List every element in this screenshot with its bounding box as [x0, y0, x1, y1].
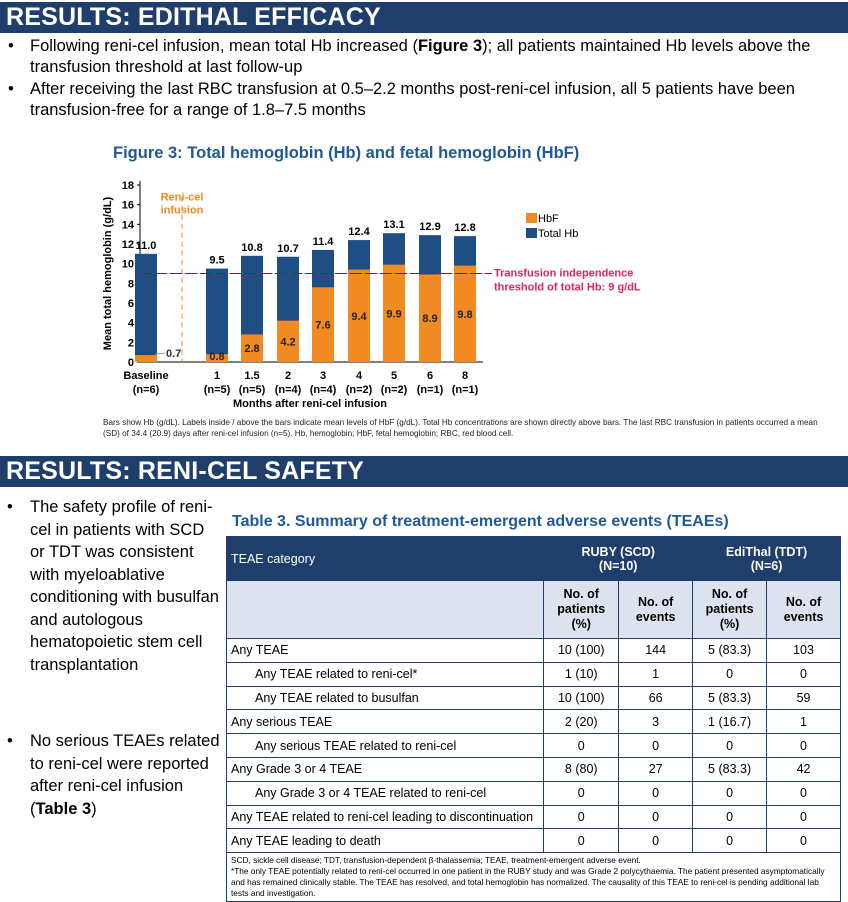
row-value: 0 — [767, 781, 841, 805]
hbf-label: 7.6 — [315, 319, 331, 332]
total-hb-label: 11.0 — [135, 239, 157, 252]
table-row — [227, 734, 841, 758]
row-value: 0 — [767, 829, 841, 853]
table-title: Table 3. Summary of treatment-emergent adverse events (TEAEs) — [232, 513, 729, 530]
row-value: 2 (20) — [544, 710, 619, 734]
x-axis-label: Months after reni-cel infusion — [232, 398, 388, 410]
row-value: 103 — [767, 639, 841, 663]
hbf-label: 0.7 — [166, 348, 182, 361]
figure-title: Figure 3: Total hemoglobin (Hb) and fetal hemoglobin (HbF) — [113, 144, 580, 162]
row-value: 0 — [619, 781, 693, 805]
safety-bullet-2: • No serious TEAEs related to reni-cel were reported after reni-cel infusion (Table 3) — [7, 732, 220, 818]
row-value: 0 — [693, 781, 767, 805]
row-label: Any TEAE leading to death — [227, 829, 544, 853]
y-tick-label: 18 — [121, 180, 134, 192]
column-header-category: TEAE category — [227, 537, 544, 581]
total-hb-label: 12.4 — [348, 226, 370, 239]
hbf-label: 4.2 — [280, 336, 296, 349]
total-hb-label: 10.7 — [277, 242, 299, 255]
x-tick-label: 3 — [319, 370, 327, 382]
row-value: 42 — [767, 757, 841, 781]
x-tick-n: (n=5) — [238, 384, 266, 396]
hemoglobin-chart — [0, 165, 848, 415]
y-tick-label: 0 — [127, 357, 134, 369]
y-tick-label: 14 — [121, 219, 134, 232]
x-tick-n: (n=1) — [451, 384, 479, 396]
table-row — [227, 781, 841, 805]
row-value: 10 (100) — [544, 639, 619, 663]
row-value: 0 — [767, 805, 841, 829]
legend-swatch — [526, 228, 537, 238]
column-header-edithal: EdiThal (TDT) (N=6) — [693, 537, 841, 581]
column-header-ruby: RUBY (SCD) (N=10) — [544, 537, 693, 581]
safety-bullet-1: • The safety profile of reni-cel in patients with SCD or TDT was consistent with myeloablative conditioning with busulfan and autologous hematopoietic stem cell transplantation — [7, 498, 219, 674]
row-value: 5 (83.3) — [693, 757, 767, 781]
x-tick-n: (n=2) — [380, 384, 408, 396]
total-hb-label: 11.4 — [312, 235, 334, 248]
total-hb-label: 9.5 — [209, 254, 225, 267]
threshold-label: threshold of total Hb: 9 g/dL — [494, 281, 641, 294]
table-row — [227, 757, 841, 781]
efficacy-section-header: RESULTS: EDITHAL EFFICACY — [0, 2, 848, 33]
row-value: 0 — [544, 805, 619, 829]
efficacy-bullet-2: • After receiving the last RBC transfusion at 0.5–2.2 months post-reni-cel infusion, all 5 patients have been transfusion-free for a range of 1.8–7.5 months — [8, 80, 795, 119]
legend-label: HbF — [538, 213, 559, 225]
total-hb-label: 13.1 — [383, 219, 405, 232]
row-value: 0 — [544, 829, 619, 853]
x-tick-n: (n=4) — [274, 384, 302, 396]
y-tick-label: 4 — [127, 317, 134, 330]
x-tick-label: 1.5 — [244, 370, 260, 382]
total-hb-label: 10.8 — [241, 241, 263, 254]
row-label: Any TEAE related to reni-cel leading to discontinuation — [227, 805, 544, 829]
row-value: 27 — [619, 757, 693, 781]
efficacy-bullet-1: • Following reni-cel infusion, mean total Hb increased (Figure 3); all patients maintained Hb levels above the transfusion threshold at last follow-up — [8, 37, 811, 76]
hbf-label: 2.8 — [244, 343, 260, 356]
x-tick-label: 2 — [284, 370, 292, 382]
row-value: 0 — [693, 829, 767, 853]
table-row — [227, 686, 841, 710]
row-value: 5 (83.3) — [693, 686, 767, 710]
legend-swatch — [526, 213, 537, 223]
subheader-events: No. of events — [767, 581, 841, 639]
infusion-label: Reni-cel infusion — [160, 191, 204, 217]
y-tick-label: 16 — [121, 199, 134, 212]
bar-total-hb — [206, 269, 228, 362]
legend-label: Total Hb — [538, 228, 579, 240]
row-label: Any Grade 3 or 4 TEAE related to reni-cel — [227, 781, 544, 805]
subheader-patients: No. of patients (%) — [544, 581, 619, 639]
table-row — [227, 829, 841, 853]
subheader-events: No. of events — [619, 581, 693, 639]
table-row — [227, 639, 841, 663]
row-value: 10 (100) — [544, 686, 619, 710]
row-value: 0 — [767, 734, 841, 758]
row-value: 0 — [544, 781, 619, 805]
table-row — [227, 710, 841, 734]
hbf-label: 9.9 — [386, 308, 402, 321]
teae-table — [226, 536, 841, 902]
x-tick-label: 5 — [390, 370, 398, 382]
x-tick-n: (n=5) — [203, 384, 231, 396]
y-tick-label: 8 — [127, 278, 134, 291]
row-label: Any TEAE related to busulfan — [227, 686, 544, 710]
row-value: 3 — [619, 710, 693, 734]
x-tick-n: (n=6) — [132, 384, 160, 396]
row-value: 5 (83.3) — [693, 639, 767, 663]
row-value: 1 — [619, 662, 693, 686]
row-value: 0 — [619, 734, 693, 758]
x-tick-n: (n=2) — [345, 384, 373, 396]
row-value: 1 (10) — [544, 662, 619, 686]
hbf-label: 8.9 — [422, 313, 438, 326]
row-value: 1 — [767, 710, 841, 734]
x-tick-n: (n=4) — [309, 384, 337, 396]
x-tick-label: 4 — [355, 370, 363, 382]
row-value: 0 — [544, 734, 619, 758]
row-value: 59 — [767, 686, 841, 710]
threshold-label: Transfusion independence — [494, 267, 634, 280]
row-value: 144 — [619, 639, 693, 663]
row-value: 0 — [693, 734, 767, 758]
total-hb-label: 12.8 — [454, 222, 476, 235]
table-row — [227, 805, 841, 829]
safety-section-header: RESULTS: RENI-CEL SAFETY — [0, 456, 848, 487]
row-value: 0 — [619, 805, 693, 829]
bar-total-hb — [135, 254, 157, 362]
x-tick-label: 8 — [461, 370, 469, 382]
y-tick-label: 6 — [127, 298, 134, 310]
row-value: 66 — [619, 686, 693, 710]
row-label: Any Grade 3 or 4 TEAE — [227, 757, 544, 781]
total-hb-label: 12.9 — [419, 221, 441, 234]
x-tick-label: 1 — [213, 370, 221, 382]
row-label: Any serious TEAE — [227, 710, 544, 734]
subheader-patients: No. of patients (%) — [693, 581, 767, 639]
row-value: 0 — [693, 662, 767, 686]
table-footnote: SCD, sickle cell disease; TDT, transfusion-dependent β-thalassemia; TEAE, treatment-emergent adverse event. *The only TEAE potentially related to reni-cel occurred in one patient in the RUBY study and was Grade 2 polycythaemia. The patient presented asymptomatically and has remained clinically stable. The TEAE has resolved, and total hemoglobin has normalized. The causality of this TEAE to reni-cel is pending additional lab tests and investigation. — [227, 853, 841, 902]
row-value: 0 — [693, 805, 767, 829]
row-value: 0 — [619, 829, 693, 853]
row-value: 1 (16.7) — [693, 710, 767, 734]
table-row — [227, 662, 841, 686]
row-label: Any TEAE related to reni-cel* — [227, 662, 544, 686]
y-tick-label: 2 — [127, 337, 134, 350]
y-axis-label: Mean total hemoglobin (g/dL) — [102, 196, 114, 351]
hbf-label: 9.8 — [457, 308, 473, 321]
row-label: Any TEAE — [227, 639, 544, 663]
row-value: 0 — [767, 662, 841, 686]
hbf-label: 0.8 — [209, 351, 225, 363]
bar-hbf — [135, 355, 157, 362]
hbf-label: 9.4 — [351, 310, 367, 323]
x-tick-label: 6 — [426, 370, 434, 382]
row-label: Any serious TEAE related to reni-cel — [227, 734, 544, 758]
y-tick-label: 12 — [121, 239, 134, 251]
y-tick-label: 10 — [121, 258, 134, 271]
row-value: 8 (80) — [544, 757, 619, 781]
x-tick-n: (n=1) — [416, 384, 444, 396]
x-tick-label: Baseline — [123, 370, 169, 382]
figure-caption: Bars show Hb (g/dL). Labels inside / above the bars indicate mean levels of HbF (g/dL). Total Hb concentrations are shown directly above bars. The last RBC transfusion in patients occurred a mean (SD) of 34.4 (20.9) days after reni-cel infusion (n=5). Hb, hemoglobin; HbF, fetal hemoglobin; RBC, red blood cell. — [103, 418, 818, 438]
